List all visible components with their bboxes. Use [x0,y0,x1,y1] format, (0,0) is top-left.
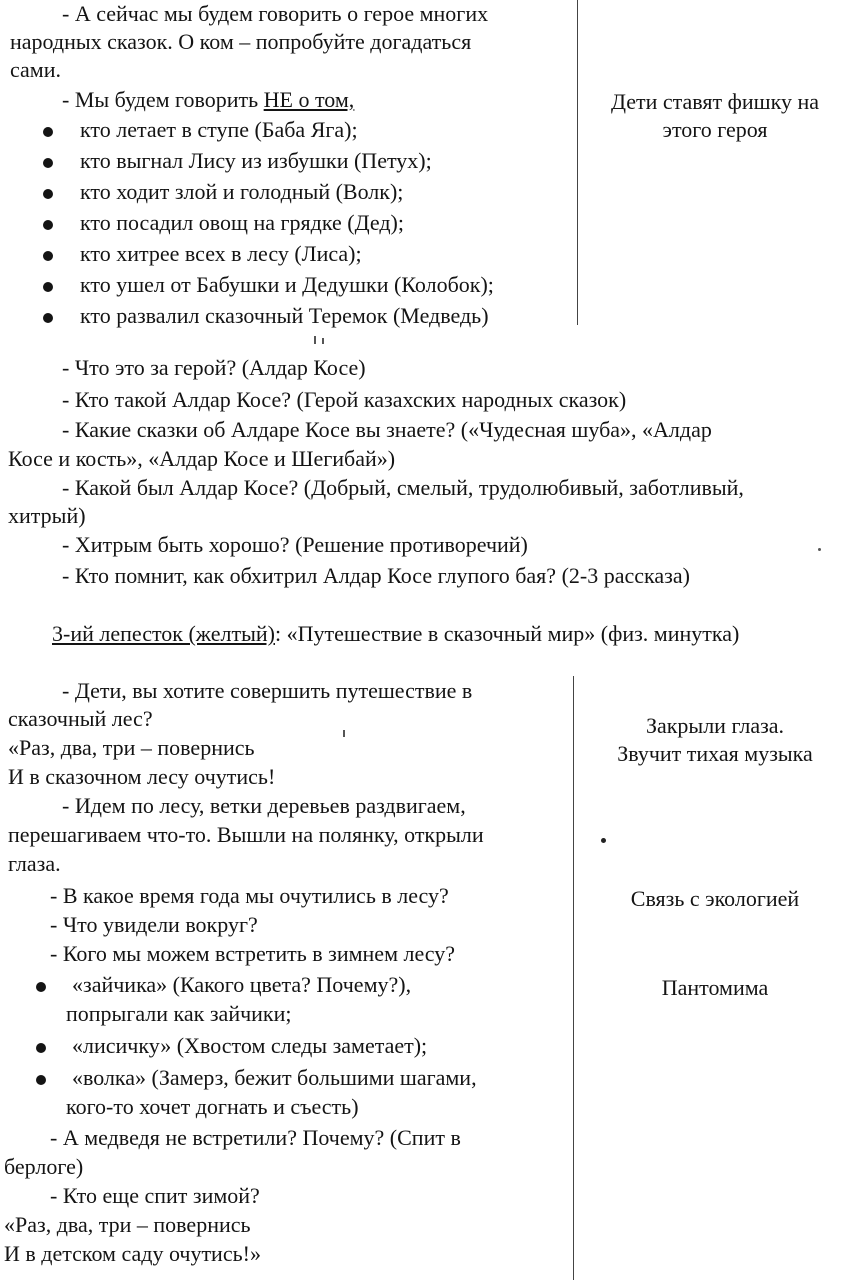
intro-line-1: - А сейчас мы будем говорить о герое многих [62,1,489,26]
bullet-dot [43,189,53,199]
scan-speck [314,336,316,344]
eyes-note-line-1: Закрыли глаза. [645,713,785,738]
bullet-dot [36,1075,46,1085]
trip-line-3: «Раз, два, три – повернись [8,735,255,760]
side-note-line-1: Дети ставят фишку на [610,89,820,114]
column-divider [577,0,578,325]
trip-line-5: - Идем по лесу, ветки деревьев раздвигаем, [62,793,466,818]
bullet-dot [43,251,53,261]
question-line-3: - Какие сказки об Алдаре Косе вы знаете? («Чудесная шуба», «Алдар [62,417,712,442]
animal-bullet-3-line-1: «волка» (Замерз, бежит большими шагами, [72,1065,477,1090]
intro-line-3: сами. [10,57,61,82]
trip-line-7: глаза. [8,851,61,876]
ending-line-3: - Кто еще спит зимой? [50,1183,260,1208]
question-line-1: - Что это за герой? (Алдар Косе) [62,355,366,380]
animal-bullet-1-line-1: «зайчика» (Какого цвета? Почему?), [72,972,412,997]
trip-line-10: - Кого мы можем встретить в зимнем лесу? [50,941,456,966]
bullet-dot [36,1043,46,1053]
hero-bullet-1: кто летает в ступе (Баба Яга); [80,117,358,142]
not-about-line [62,86,354,114]
ending-line-1: - А медведя не встретили? Почему? (Спит в [50,1125,461,1150]
question-line-5: - Какой был Алдар Косе? (Добрый, смелый, трудолюбивый, заботливый, [62,475,744,500]
hero-bullet-6: кто ушел от Бабушки и Дедушки (Колобок); [80,272,494,297]
trip-line-6: перешагиваем что-то. Вышли на полянку, открыли [8,822,484,847]
scan-speck [818,548,821,551]
bullet-dot [43,313,53,323]
trip-line-8: - В какое время года мы очутились в лесу? [50,883,449,908]
question-line-2: - Кто такой Алдар Косе? (Герой казахских народных сказок) [62,387,627,412]
petal-heading-rest: : «Путешествие в сказочный мир» (физ. минутка) [274,621,740,646]
column-divider [573,676,574,1280]
ending-line-4: «Раз, два, три – повернись [4,1212,251,1237]
ending-line-2: берлоге) [4,1154,84,1179]
animal-bullet-3-line-2: кого-то хочет догнать и съесть) [66,1094,359,1119]
bullet-dot [43,158,53,168]
trip-line-2: сказочный лес? [8,706,153,731]
intro-line-2: народных сказок. О ком – попробуйте догадаться [10,29,472,54]
bullet-dot [43,220,53,230]
question-line-7: - Хитрым быть хорошо? (Решение противоречий) [62,532,528,557]
petal-heading [52,620,739,648]
eyes-note-line-2: Звучит тихая музыка [617,741,813,766]
petal-heading-underlined: 3-ий лепесток (желтый) [52,621,275,646]
ecology-note: Связь с экологией [630,886,800,911]
scan-speck [322,338,324,344]
animal-bullet-1-line-2: попрыгали как зайчики; [66,1001,292,1026]
hero-bullet-3: кто ходит злой и голодный (Волк); [80,179,404,204]
ending-line-5: И в детском саду очутись!» [4,1241,261,1266]
pantomime-note: Пантомима [661,975,769,1000]
not-about-prefix: - Мы будем говорить [62,87,264,112]
question-line-6: хитрый) [8,503,86,528]
not-about-underlined: НЕ о том, [263,87,355,112]
trip-line-1: - Дети, вы хотите совершить путешествие в [62,678,473,703]
scan-speck [343,730,345,737]
hero-bullet-7: кто развалил сказочный Теремок (Медведь) [80,303,489,328]
question-line-8: - Кто помнит, как обхитрил Алдар Косе глупого бая? (2-3 рассказа) [62,563,690,588]
trip-line-4: И в сказочном лесу очутись! [8,764,276,789]
trip-line-9: - Что увидели вокруг? [50,912,258,937]
hero-bullet-2: кто выгнал Лису из избушки (Петух); [80,148,432,173]
side-note-line-2: этого героя [662,117,768,142]
scan-speck [601,838,606,843]
hero-bullet-4: кто посадил овощ на грядке (Дед); [80,210,404,235]
bullet-dot [36,982,46,992]
bullet-dot [43,127,53,137]
animal-bullet-2: «лисичку» (Хвостом следы заметает); [72,1033,428,1058]
question-line-4: Косе и кость», «Алдар Косе и Шегибай») [8,446,396,471]
bullet-dot [43,282,53,292]
hero-bullet-5: кто хитрее всех в лесу (Лиса); [80,241,362,266]
